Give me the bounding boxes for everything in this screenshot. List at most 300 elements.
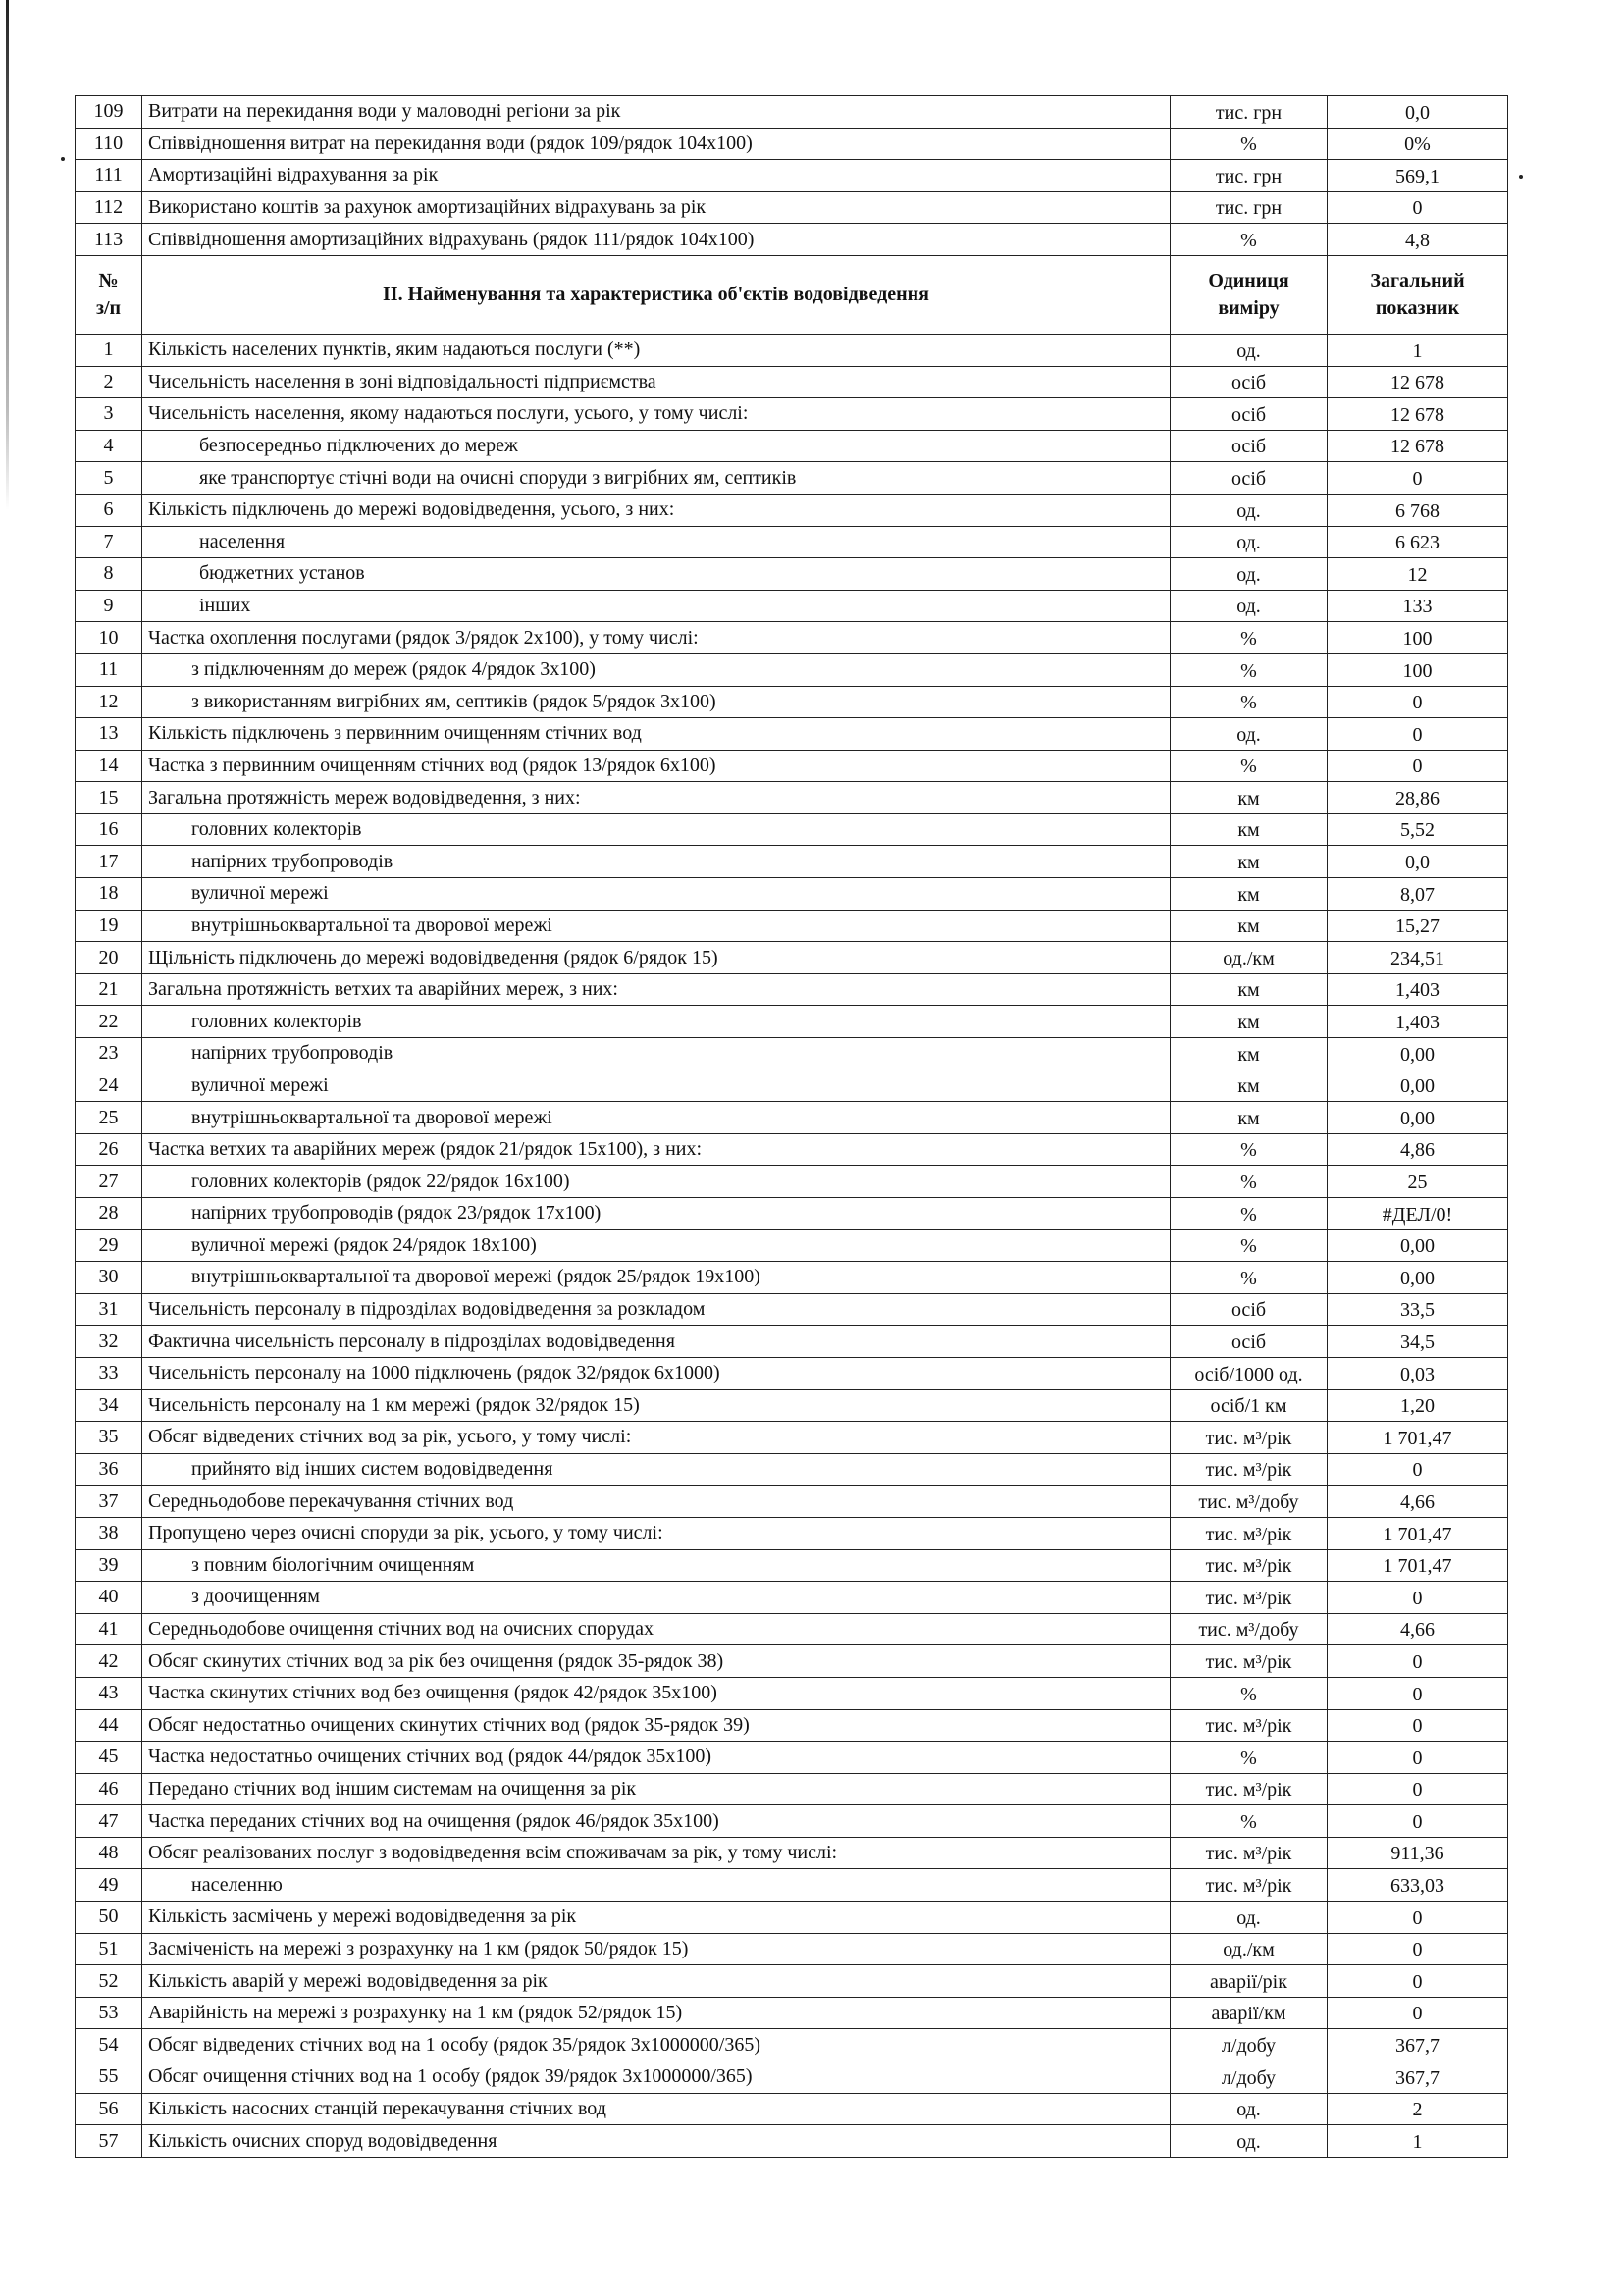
scan-speck: [61, 157, 65, 161]
table-row: [76, 1006, 1508, 1038]
table-row: [76, 160, 1508, 192]
row-value: 0,00: [1328, 1038, 1508, 1070]
row-unit: тис. грн: [1171, 96, 1328, 129]
header-unit-line1: Одиниця: [1208, 270, 1289, 292]
row-number: 5: [76, 462, 142, 495]
table-row: [76, 526, 1508, 558]
row-number: 17: [76, 846, 142, 878]
row-unit: осіб: [1171, 430, 1328, 462]
section-header: [76, 255, 1508, 334]
table-row: [76, 1357, 1508, 1389]
row-unit: л/добу: [1171, 2061, 1328, 2094]
table-row: [76, 1198, 1508, 1230]
row-name: Обсяг реалізованих послуг з водовідведення всім споживачам за рік, у тому числі:: [142, 1837, 1171, 1869]
table-row: [76, 1549, 1508, 1582]
row-unit: од./км: [1171, 1933, 1328, 1965]
row-value: 1 701,47: [1328, 1422, 1508, 1454]
table-row: [76, 1389, 1508, 1422]
row-unit: %: [1171, 1133, 1328, 1166]
row-value: 0,00: [1328, 1262, 1508, 1294]
row-number: 19: [76, 910, 142, 942]
row-name: Кількість аварій у мережі водовідведення за рік: [142, 1965, 1171, 1998]
row-name: безпосередньо підключених до мереж: [142, 430, 1171, 462]
row-name: прийнято від інших систем водовідведення: [142, 1453, 1171, 1486]
row-value: #ДЕЛ/0!: [1328, 1198, 1508, 1230]
table-row: [76, 462, 1508, 495]
row-number: 15: [76, 782, 142, 814]
row-number: 29: [76, 1229, 142, 1262]
row-name: Загальна протяжність мереж водовідведення, з них:: [142, 782, 1171, 814]
row-value: 0: [1328, 718, 1508, 751]
table-row: [76, 1997, 1508, 2029]
row-number: 52: [76, 1965, 142, 1998]
row-unit: од.: [1171, 526, 1328, 558]
row-value: 0,00: [1328, 1229, 1508, 1262]
row-unit: осіб: [1171, 366, 1328, 398]
row-name: населення: [142, 526, 1171, 558]
row-value: 1,20: [1328, 1389, 1508, 1422]
row-unit: осіб: [1171, 1326, 1328, 1358]
row-name: Пропущено через очисні споруди за рік, усього, у тому числі:: [142, 1517, 1171, 1549]
table-row: [76, 398, 1508, 431]
row-value: 633,03: [1328, 1869, 1508, 1902]
table-row: [76, 1229, 1508, 1262]
row-unit: %: [1171, 653, 1328, 686]
row-number: 35: [76, 1422, 142, 1454]
table-row: [76, 1742, 1508, 1774]
row-number: 22: [76, 1006, 142, 1038]
table-row: [76, 2061, 1508, 2094]
row-value: 34,5: [1328, 1326, 1508, 1358]
row-value: 12: [1328, 558, 1508, 591]
row-number: 27: [76, 1166, 142, 1198]
row-unit: тис. м³/рік: [1171, 1549, 1328, 1582]
header-number-line2: з/п: [95, 297, 122, 320]
row-name: головних колекторів: [142, 1006, 1171, 1038]
row-number: 7: [76, 526, 142, 558]
row-unit: %: [1171, 1742, 1328, 1774]
row-unit: осіб/1000 од.: [1171, 1357, 1328, 1389]
row-unit: км: [1171, 878, 1328, 911]
table-row: [76, 334, 1508, 366]
row-unit: тис. м³/рік: [1171, 1709, 1328, 1742]
row-unit: аварії/км: [1171, 1997, 1328, 2029]
row-name: Обсяг недостатньо очищених скинутих стічних вод (рядок 35-рядок 39): [142, 1709, 1171, 1742]
row-unit: км: [1171, 1038, 1328, 1070]
table-row: [76, 813, 1508, 846]
table-row: [76, 1453, 1508, 1486]
table-row: [76, 1805, 1508, 1838]
row-number: 109: [76, 96, 142, 129]
header-title: ІІ. Найменування та характеристика об'єктів водовідведення: [142, 255, 1171, 334]
row-number: 18: [76, 878, 142, 911]
row-value: 1,403: [1328, 973, 1508, 1006]
row-name: Середньодобове очищення стічних вод на очисних спорудах: [142, 1613, 1171, 1645]
row-name: внутрішньоквартальної та дворової мережі: [142, 1102, 1171, 1134]
row-name: Кількість засмічень у мережі водовідведення за рік: [142, 1902, 1171, 1934]
table-row: [76, 653, 1508, 686]
row-number: 49: [76, 1869, 142, 1902]
row-name: Частка з первинним очищенням стічних вод (рядок 13/рядок 6x100): [142, 750, 1171, 782]
row-name: з підключенням до мереж (рядок 4/рядок 3x100): [142, 653, 1171, 686]
row-value: 100: [1328, 622, 1508, 654]
row-number: 53: [76, 1997, 142, 2029]
row-value: 0,03: [1328, 1357, 1508, 1389]
row-name: Загальна протяжність ветхих та аварійних мереж, з них:: [142, 973, 1171, 1006]
row-value: 28,86: [1328, 782, 1508, 814]
row-unit: км: [1171, 1102, 1328, 1134]
row-value: 0,0: [1328, 96, 1508, 129]
row-number: 111: [76, 160, 142, 192]
header-number-line1: №: [98, 270, 119, 292]
table-row: [76, 2093, 1508, 2125]
row-number: 51: [76, 1933, 142, 1965]
row-unit: од.: [1171, 334, 1328, 366]
row-value: 569,1: [1328, 160, 1508, 192]
row-name: Обсяг відведених стічних вод на 1 особу (рядок 35/рядок 3x1000000/365): [142, 2029, 1171, 2061]
table-row: [76, 96, 1508, 129]
table-row: [76, 1293, 1508, 1326]
row-unit: аварії/рік: [1171, 1965, 1328, 1998]
row-unit: од.: [1171, 1902, 1328, 1934]
table-row: [76, 1613, 1508, 1645]
row-name: головних колекторів (рядок 22/рядок 16x100): [142, 1166, 1171, 1198]
row-name: Амортизаційні відрахування за рік: [142, 160, 1171, 192]
table-row: [76, 1422, 1508, 1454]
row-value: 0: [1328, 1709, 1508, 1742]
row-value: 100: [1328, 653, 1508, 686]
row-name: з повним біологічним очищенням: [142, 1549, 1171, 1582]
row-name: Кількість насосних станцій перекачування стічних вод: [142, 2093, 1171, 2125]
row-value: 0: [1328, 1677, 1508, 1709]
row-unit: тис. грн: [1171, 160, 1328, 192]
row-number: 56: [76, 2093, 142, 2125]
row-number: 21: [76, 973, 142, 1006]
table-row: [76, 718, 1508, 751]
row-value: 0: [1328, 1645, 1508, 1678]
row-number: 26: [76, 1133, 142, 1166]
table-row: [76, 558, 1508, 591]
table-row: [76, 878, 1508, 911]
row-name: Частка ветхих та аварійних мереж (рядок 21/рядок 15x100), з них:: [142, 1133, 1171, 1166]
table-row: [76, 224, 1508, 256]
table-header-row: [76, 255, 1508, 334]
row-number: 23: [76, 1038, 142, 1070]
row-unit: км: [1171, 973, 1328, 1006]
row-number: 33: [76, 1357, 142, 1389]
table-row: [76, 1070, 1508, 1102]
row-name: напірних трубопроводів: [142, 1038, 1171, 1070]
row-unit: л/добу: [1171, 2029, 1328, 2061]
row-number: 45: [76, 1742, 142, 1774]
row-name: Обсяг очищення стічних вод на 1 особу (рядок 39/рядок 3x1000000/365): [142, 2061, 1171, 2094]
row-name: яке транспортує стічні води на очисні споруди з вигрібних ям, септиків: [142, 462, 1171, 495]
row-number: 41: [76, 1613, 142, 1645]
row-unit: %: [1171, 224, 1328, 256]
row-number: 16: [76, 813, 142, 846]
row-unit: %: [1171, 1262, 1328, 1294]
row-unit: тис. м³/рік: [1171, 1582, 1328, 1614]
header-value-line1: Загальний: [1370, 270, 1465, 292]
row-unit: тис. м³/рік: [1171, 1453, 1328, 1486]
row-value: 33,5: [1328, 1293, 1508, 1326]
header-value: [1328, 255, 1508, 334]
table-row: [76, 1709, 1508, 1742]
row-name: Частка скинутих стічних вод без очищення (рядок 42/рядок 35x100): [142, 1677, 1171, 1709]
row-name: Середньодобове перекачування стічних вод: [142, 1486, 1171, 1518]
row-value: 6 768: [1328, 494, 1508, 526]
table-row: [76, 366, 1508, 398]
row-value: 1,403: [1328, 1006, 1508, 1038]
row-name: Фактична чисельність персоналу в підрозділах водовідведення: [142, 1326, 1171, 1358]
row-value: 0,00: [1328, 1070, 1508, 1102]
table-row: [76, 1133, 1508, 1166]
row-unit: тис. грн: [1171, 191, 1328, 224]
row-unit: км: [1171, 782, 1328, 814]
row-value: 4,66: [1328, 1613, 1508, 1645]
row-number: 34: [76, 1389, 142, 1422]
row-number: 2: [76, 366, 142, 398]
table-row: [76, 1326, 1508, 1358]
row-name: вуличної мережі: [142, 1070, 1171, 1102]
row-number: 1: [76, 334, 142, 366]
table-row: [76, 622, 1508, 654]
row-value: 0: [1328, 191, 1508, 224]
table-row: [76, 494, 1508, 526]
row-unit: %: [1171, 622, 1328, 654]
row-number: 112: [76, 191, 142, 224]
row-number: 3: [76, 398, 142, 431]
table-row: [76, 1902, 1508, 1934]
table-row: [76, 1582, 1508, 1614]
row-number: 12: [76, 686, 142, 718]
row-number: 48: [76, 1837, 142, 1869]
row-unit: од.: [1171, 494, 1328, 526]
header-unit: [1171, 255, 1328, 334]
row-value: 1: [1328, 334, 1508, 366]
table-row: [76, 1166, 1508, 1198]
row-value: 0: [1328, 1582, 1508, 1614]
row-name: Витрати на перекидання води у маловодні регіони за рік: [142, 96, 1171, 129]
row-name: Співвідношення амортизаційних відрахувань (рядок 111/рядок 104x100): [142, 224, 1171, 256]
row-name: Кількість підключень з первинним очищенням стічних вод: [142, 718, 1171, 751]
table-row: [76, 1645, 1508, 1678]
wastewater-indicators-table: [75, 95, 1508, 2158]
row-value: 1 701,47: [1328, 1549, 1508, 1582]
row-value: 0: [1328, 462, 1508, 495]
row-value: 12 678: [1328, 398, 1508, 431]
row-value: 234,51: [1328, 942, 1508, 974]
row-number: 110: [76, 128, 142, 160]
row-value: 0: [1328, 1805, 1508, 1838]
table-row: [76, 1517, 1508, 1549]
row-unit: осіб: [1171, 398, 1328, 431]
row-name: напірних трубопроводів: [142, 846, 1171, 878]
row-number: 28: [76, 1198, 142, 1230]
row-value: 0: [1328, 1453, 1508, 1486]
row-name: бюджетних установ: [142, 558, 1171, 591]
table-row: [76, 910, 1508, 942]
row-number: 54: [76, 2029, 142, 2061]
row-name: Засміченість на мережі з розрахунку на 1 км (рядок 50/рядок 15): [142, 1933, 1171, 1965]
row-number: 113: [76, 224, 142, 256]
row-number: 30: [76, 1262, 142, 1294]
row-value: 4,8: [1328, 224, 1508, 256]
table-row: [76, 1038, 1508, 1070]
row-number: 13: [76, 718, 142, 751]
row-value: 133: [1328, 590, 1508, 622]
header-unit-line2: виміру: [1218, 297, 1280, 320]
row-unit: км: [1171, 1070, 1328, 1102]
header-value-line2: показник: [1375, 297, 1460, 320]
row-number: 44: [76, 1709, 142, 1742]
table-row: [76, 128, 1508, 160]
row-unit: тис. м³/рік: [1171, 1517, 1328, 1549]
row-number: 20: [76, 942, 142, 974]
table-row: [76, 1262, 1508, 1294]
row-number: 47: [76, 1805, 142, 1838]
row-value: 8,07: [1328, 878, 1508, 911]
row-value: 0,0: [1328, 846, 1508, 878]
row-value: 12 678: [1328, 430, 1508, 462]
row-value: 15,27: [1328, 910, 1508, 942]
row-name: Кількість очисних споруд водовідведення: [142, 2125, 1171, 2158]
row-unit: %: [1171, 1166, 1328, 1198]
row-value: 0: [1328, 1742, 1508, 1774]
row-name: Обсяг відведених стічних вод за рік, усього, у тому числі:: [142, 1422, 1171, 1454]
row-value: 1: [1328, 2125, 1508, 2158]
row-unit: тис. м³/добу: [1171, 1486, 1328, 1518]
row-value: 911,36: [1328, 1837, 1508, 1869]
row-name: Частка недостатньо очищених стічних вод (рядок 44/рядок 35x100): [142, 1742, 1171, 1774]
top-rows-section: [76, 96, 1508, 256]
row-name: з доочищенням: [142, 1582, 1171, 1614]
table-row: [76, 1486, 1508, 1518]
row-number: 42: [76, 1645, 142, 1678]
table-row: [76, 846, 1508, 878]
header-number: [76, 255, 142, 334]
row-name: Чисельність персоналу в підрозділах водовідведення за розкладом: [142, 1293, 1171, 1326]
row-number: 39: [76, 1549, 142, 1582]
row-value: 0: [1328, 686, 1508, 718]
row-name: Щільність підключень до мережі водовідведення (рядок 6/рядок 15): [142, 942, 1171, 974]
table-row: [76, 2125, 1508, 2158]
table-row: [76, 1677, 1508, 1709]
row-unit: %: [1171, 1229, 1328, 1262]
row-value: 0%: [1328, 128, 1508, 160]
row-number: 6: [76, 494, 142, 526]
row-number: 36: [76, 1453, 142, 1486]
row-value: 0,00: [1328, 1102, 1508, 1134]
row-unit: од.: [1171, 2125, 1328, 2158]
table-row: [76, 1837, 1508, 1869]
row-name: з використанням вигрібних ям, септиків (рядок 5/рядок 3x100): [142, 686, 1171, 718]
table-row: [76, 1965, 1508, 1998]
row-name: Аварійність на мережі з розрахунку на 1 км (рядок 52/рядок 15): [142, 1997, 1171, 2029]
row-value: 0: [1328, 1933, 1508, 1965]
table-row: [76, 430, 1508, 462]
row-value: 0: [1328, 1965, 1508, 1998]
row-unit: од.: [1171, 558, 1328, 591]
row-value: 4,66: [1328, 1486, 1508, 1518]
row-number: 4: [76, 430, 142, 462]
row-value: 2: [1328, 2093, 1508, 2125]
row-name: внутрішньоквартальної та дворової мережі (рядок 25/рядок 19x100): [142, 1262, 1171, 1294]
row-number: 46: [76, 1773, 142, 1805]
row-number: 8: [76, 558, 142, 591]
row-name: Передано стічних вод іншим системам на очищення за рік: [142, 1773, 1171, 1805]
table-row: [76, 1102, 1508, 1134]
row-name: Обсяг скинутих стічних вод за рік без очищення (рядок 35-рядок 38): [142, 1645, 1171, 1678]
row-unit: тис. м³/рік: [1171, 1773, 1328, 1805]
row-value: 6 623: [1328, 526, 1508, 558]
row-unit: осіб: [1171, 1293, 1328, 1326]
row-value: 0: [1328, 750, 1508, 782]
row-number: 24: [76, 1070, 142, 1102]
table-row: [76, 1773, 1508, 1805]
row-value: 5,52: [1328, 813, 1508, 846]
row-number: 32: [76, 1326, 142, 1358]
row-unit: тис. м³/рік: [1171, 1837, 1328, 1869]
row-unit: осіб: [1171, 462, 1328, 495]
table-row: [76, 191, 1508, 224]
row-unit: км: [1171, 813, 1328, 846]
row-number: 9: [76, 590, 142, 622]
row-unit: од.: [1171, 2093, 1328, 2125]
row-name: Чисельність населення, якому надаються послуги, усього, у тому числі:: [142, 398, 1171, 431]
table-row: [76, 2029, 1508, 2061]
row-number: 55: [76, 2061, 142, 2094]
table-row: [76, 1869, 1508, 1902]
main-rows-section: [76, 334, 1508, 2157]
row-unit: тис. м³/добу: [1171, 1613, 1328, 1645]
row-name: Кількість підключень до мережі водовідведення, усього, з них:: [142, 494, 1171, 526]
row-number: 14: [76, 750, 142, 782]
row-unit: %: [1171, 128, 1328, 160]
row-number: 10: [76, 622, 142, 654]
row-name: інших: [142, 590, 1171, 622]
row-unit: %: [1171, 750, 1328, 782]
row-value: 4,86: [1328, 1133, 1508, 1166]
row-unit: од./км: [1171, 942, 1328, 974]
row-value: 367,7: [1328, 2061, 1508, 2094]
row-name: Співвідношення витрат на перекидання води (рядок 109/рядок 104x100): [142, 128, 1171, 160]
row-name: вуличної мережі (рядок 24/рядок 18x100): [142, 1229, 1171, 1262]
row-name: головних колекторів: [142, 813, 1171, 846]
row-number: 11: [76, 653, 142, 686]
table-row: [76, 973, 1508, 1006]
row-name: Кількість населених пунктів, яким надаються послуги (**): [142, 334, 1171, 366]
row-value: 367,7: [1328, 2029, 1508, 2061]
row-unit: %: [1171, 686, 1328, 718]
row-number: 37: [76, 1486, 142, 1518]
row-name: Чисельність персоналу на 1000 підключень (рядок 32/рядок 6x1000): [142, 1357, 1171, 1389]
row-name: напірних трубопроводів (рядок 23/рядок 17x100): [142, 1198, 1171, 1230]
row-unit: од.: [1171, 718, 1328, 751]
row-name: Чисельність населення в зоні відповідальності підприємства: [142, 366, 1171, 398]
row-number: 38: [76, 1517, 142, 1549]
table-row: [76, 750, 1508, 782]
row-unit: км: [1171, 910, 1328, 942]
table-row: [76, 782, 1508, 814]
row-unit: км: [1171, 1006, 1328, 1038]
row-value: 0: [1328, 1773, 1508, 1805]
row-name: Чисельність персоналу на 1 км мережі (рядок 32/рядок 15): [142, 1389, 1171, 1422]
row-value: 12 678: [1328, 366, 1508, 398]
row-value: 1 701,47: [1328, 1517, 1508, 1549]
row-number: 25: [76, 1102, 142, 1134]
row-name: вуличної мережі: [142, 878, 1171, 911]
